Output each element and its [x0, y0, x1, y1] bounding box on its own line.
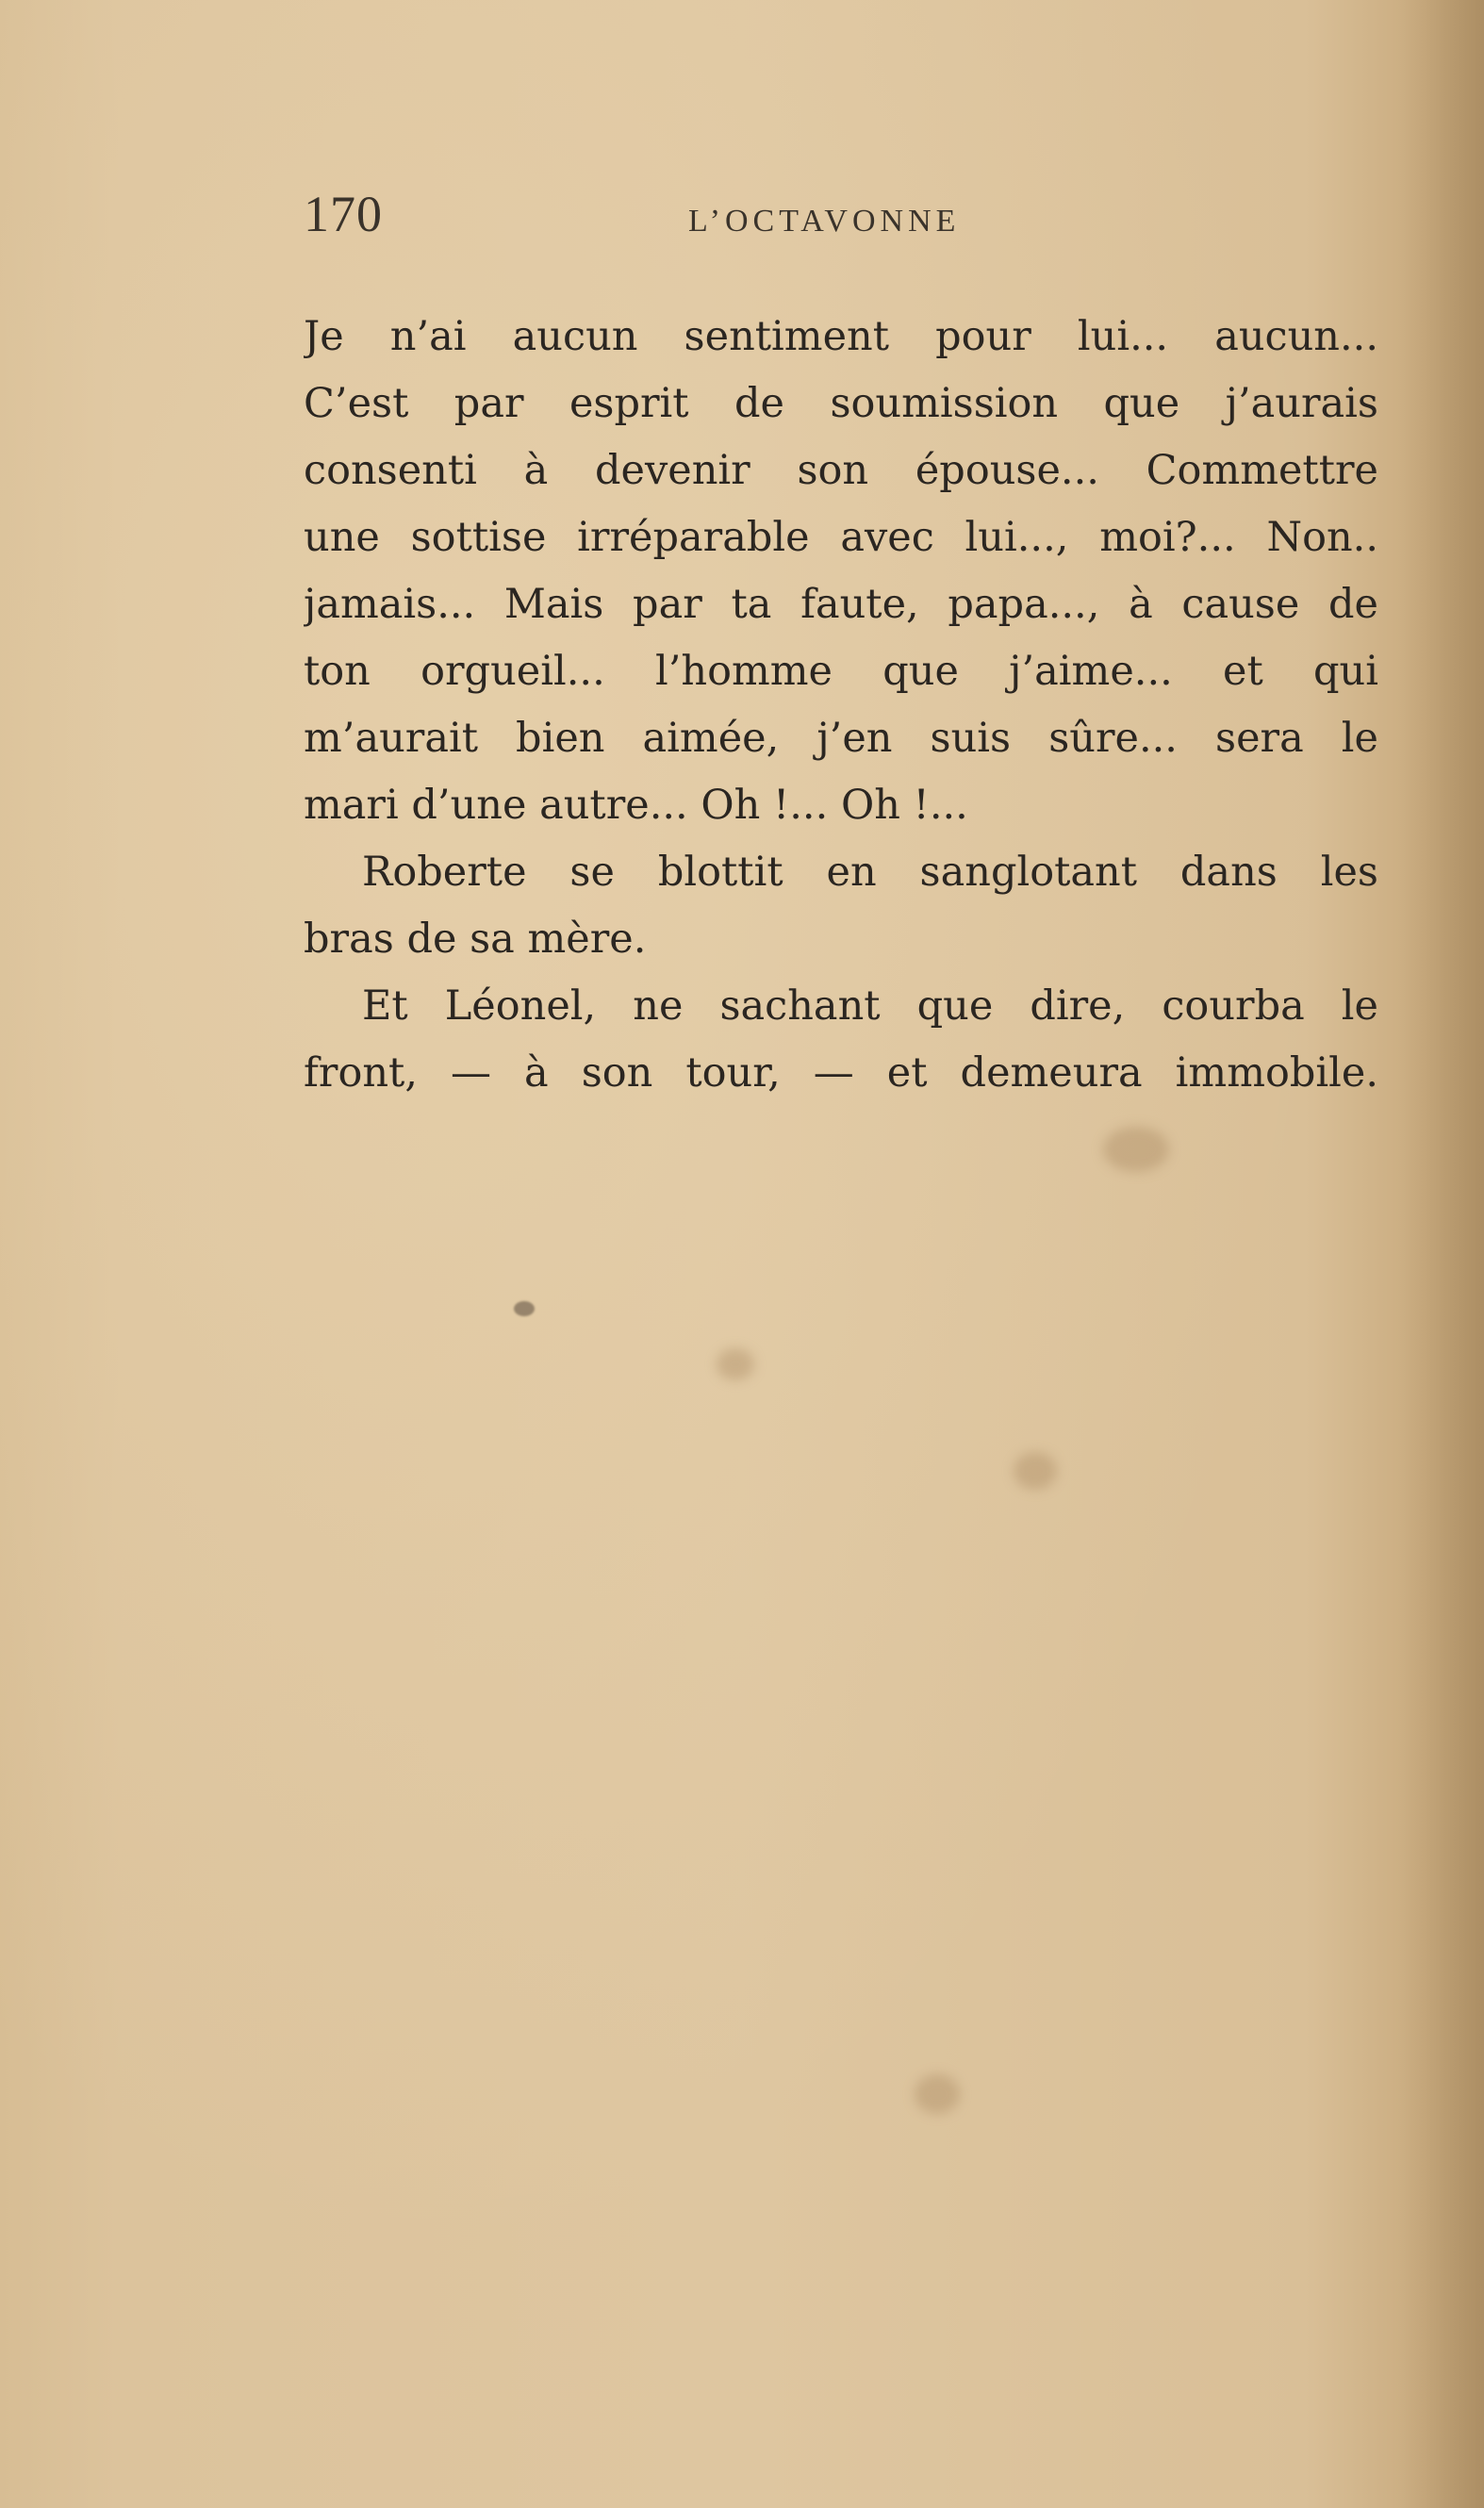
page-number: 170	[304, 186, 383, 242]
paper-stain	[1014, 1452, 1057, 1490]
spine-shadow	[1399, 0, 1484, 2508]
text-line: bras de sa mère.	[304, 916, 647, 963]
text-line: mari d’une autre... Oh !... Oh !...	[304, 782, 968, 829]
paper-stain	[915, 2074, 960, 2114]
page-header	[304, 185, 1378, 260]
running-title: L’OCTAVONNE	[688, 204, 961, 239]
text-line: consenti à devenir son épouse... Commettre	[304, 447, 1378, 494]
paper-stain	[1103, 1127, 1169, 1172]
text-line: C’est par esprit de soumission que j’aurais	[304, 380, 1378, 427]
text-line: Je n’ai aucun sentiment pour lui... aucun...	[304, 313, 1378, 360]
text-line: jamais... Mais par ta faute, papa..., à cause de	[304, 581, 1378, 628]
text-line: m’aurait bien aimée, j’en suis sûre... sera le	[304, 715, 1378, 762]
text-line: une sottise irréparable avec lui..., moi?... Non..	[304, 514, 1378, 561]
text-line: front, — à son tour, — et demeura immobile.	[304, 1049, 1378, 1097]
text-line: ton orgueil... l’homme que j’aime... et qui	[304, 648, 1378, 695]
text-line: Et Léonel, ne sachant que dire, courba le	[362, 982, 1378, 1030]
paper-stain	[514, 1301, 535, 1316]
text-line: Roberte se blottit en sanglotant dans les	[362, 849, 1378, 896]
paper-stain	[717, 1348, 754, 1380]
body-text	[304, 304, 1378, 1107]
